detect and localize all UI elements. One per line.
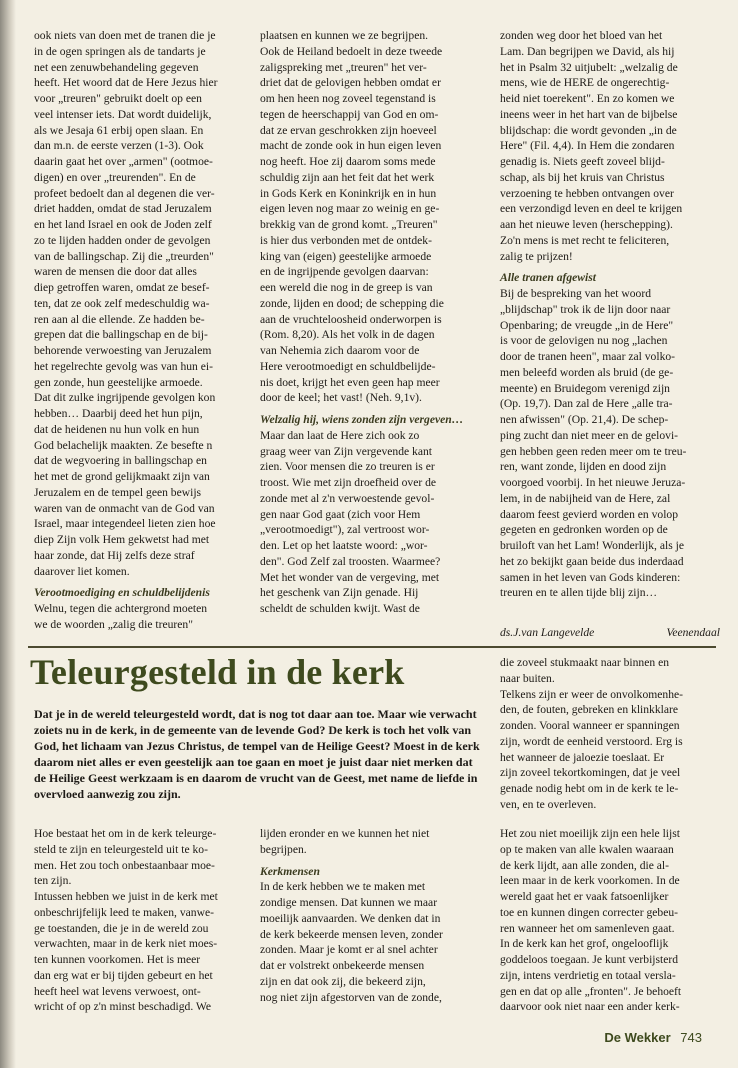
text-line: steld te zijn en teleurgesteld uit te ko- (34, 842, 208, 856)
text-line: dat er volstrekt onbekeerde mensen (260, 959, 425, 972)
text-line: dat de wegvoering in ballingschap en (34, 454, 207, 468)
text-line: wricht of op z'n minst beschadigd. We (34, 1000, 212, 1014)
text-line: treuren en te allen tijde blij zijn… (500, 586, 658, 600)
text-line: Het zou niet moeilijk zijn een hele lijst (500, 827, 680, 840)
text-line: plaatsen en kunnen we ze begrijpen. (260, 29, 429, 42)
text-line: Intussen hebben we juist in de kerk met (34, 890, 218, 903)
subheading-verootmoediging: Verootmoediging en schuldbelijdenis (34, 586, 210, 600)
text-line: macht de zonde ook in hun eigen leven (260, 139, 442, 153)
text-line: driet dat de gelovigen hebben omdat er (260, 76, 441, 90)
text-line: moeilijk aanvaarden. We denken dat in (260, 911, 441, 925)
text-line: zalig te prijzen! (500, 249, 573, 263)
author-place: Veenendaal (666, 626, 720, 639)
text-line: aan het nieuwe leven (herschepping). (500, 218, 673, 231)
text-line: begrijpen. (260, 842, 307, 856)
text-line: Dat dit zulke ingrijpende gevolgen kon (34, 391, 216, 405)
text-line: genadig is. Niets geeft zoveel blijd- (500, 155, 665, 168)
text-line: eigen leven nog maar zo weinig en ge- (260, 202, 440, 216)
text-line: voorgoed voorbij. In het nieuwe Jeruza- (500, 476, 686, 489)
text-line: gegeten en gedronken worden op de (500, 523, 668, 537)
text-line: Here" (Fil. 4,4). In Hem die zondaren (500, 139, 675, 153)
text-line: en het land Israel en ook de Joden zelf (34, 218, 212, 231)
article2-column-2-tail (260, 879, 480, 1005)
text-line: veel intenser iets. Dat wordt duidelijk, (34, 107, 212, 121)
text-line: goddeloos toegaan. Je kunt verbijsterd (500, 953, 679, 966)
text-line: zijn zoveel tekortkomingen, dat je veel (500, 766, 681, 780)
article1-column-3-tail (500, 286, 720, 601)
text-line: zonden. Vooral wanneer er spanningen (500, 719, 680, 732)
text-line: het regelrechte gevolg was van hun ei- (34, 359, 213, 373)
text-line: Welnu, tegen die achtergrond moeten (34, 602, 208, 615)
subheading-welzalig: Welzalig hij, wiens zonden zijn vergeven… (260, 413, 464, 426)
text-line: heid niet toerekent". En zo komen we (500, 92, 675, 105)
text-line: waren de mensen die door dat alles (34, 265, 197, 279)
text-line: nog niet zijn afgestorven van de zonde, (260, 990, 442, 1004)
text-line: Telkens zijn er weer de onvolkomenhe- (500, 687, 684, 701)
article2-column-2 (260, 826, 480, 1005)
text-line: is voor de gelovigen nu nog „lachen (500, 334, 668, 348)
text-line: king van (eigen) geestelijke armoede (260, 249, 432, 263)
text-line: ven, en te overleven. (500, 797, 597, 811)
text-line: net een zenuwbehandeling gegeven (34, 60, 199, 74)
text-line: het zo bekijkt gaan beide dus inderdaad (500, 554, 684, 568)
text-line: ping zucht dan niet meer en de gelovi- (500, 428, 679, 442)
article2-column-2-text (260, 826, 480, 858)
text-line: grepen dat die ballingschap en de bij- (34, 328, 208, 342)
text-line: zonden. Maar je komt er al snel achter (260, 943, 438, 957)
article2-column-1 (34, 826, 248, 1015)
text-line: profeet bedoelt dan al degenen die ver- (34, 186, 215, 200)
text-line: die zoveel stukmaakt naar binnen en (500, 656, 670, 669)
text-line: toe en kunnen dingen correcter gebeu- (500, 905, 679, 919)
text-line: samen in het leven van Gods kinderen: (500, 570, 681, 584)
text-line: Jeruzalem en de tempel geen bewijs (34, 485, 202, 499)
text-line: daarin gaat het over „armen" (ootmoe- (34, 155, 213, 168)
text-line: meente) en Bruidegom verenigd zijn (500, 381, 670, 395)
text-line: Openbaring; de vreugde „in de Here" (500, 318, 674, 332)
text-line: nen afwissen" (Op. 21,4). De schep- (500, 413, 669, 426)
text-line: behorende verwoesting van Jeruzalem (34, 344, 212, 357)
text-line: zien. Voor mensen die zo treuren is er (260, 460, 435, 474)
text-line: zo te lijden hadden onder de gevolgen (34, 233, 211, 247)
text-line: In de kerk hebben we te maken met (260, 880, 426, 894)
text-line: zonde met al z'n verwoestende gevol- (260, 491, 435, 505)
text-line: ren wanneer het om samenleven gaat. (500, 921, 675, 935)
text-line: daarover liet komen. (34, 564, 130, 578)
text-line: „verootmoedigt"), zal vertroost wor- (260, 523, 430, 537)
text-line: dat de heidenen nu hun volk en hun (34, 422, 200, 436)
text-line: Bij de bespreking van het woord (500, 287, 652, 300)
text-line: Here verootmoedigt en schuldbelijde- (260, 359, 436, 373)
text-line: (Rom. 8,20). Als het volk in de dagen (260, 328, 435, 342)
text-line: ineens weer in het hart van de bijbelse (500, 107, 678, 121)
text-line: diep getroffen waren, omdat ze besef- (34, 281, 210, 294)
text-line: diep Zijn volk Hem gekwetst had met (34, 533, 210, 546)
article1-column-1-tail (34, 601, 248, 633)
text-line: daarom feest gevierd worden en volop (500, 507, 679, 521)
binding-shadow (0, 0, 16, 1068)
subheading-alle-tranen: Alle tranen afgewist (500, 271, 596, 285)
article1-column-3 (500, 28, 720, 601)
section-divider (28, 646, 716, 648)
text-line: men beleefd worden als bruid (de ge- (500, 365, 674, 379)
text-line: daarvoor ook niet naar een ander kerk- (500, 1000, 680, 1014)
text-line: in de ogen springen als de tandarts je (34, 44, 206, 58)
text-line: door de keel; het vast! (Neh. 9,1v). (260, 391, 422, 405)
article1-column-2 (260, 28, 480, 617)
text-line: In de kerk kan het grof, ongelooflijk (500, 937, 669, 951)
text-line: ten, dat ze ook zelf medeschuldig wa- (34, 296, 210, 310)
article1-column-2-tail (260, 428, 480, 617)
text-line: scheldt de schulden kwijt. Wast de (260, 602, 420, 615)
text-line: het in Psalm 32 uitjubelt: „welzalig de (500, 60, 678, 74)
text-line: digen) en over „treurenden". En de (34, 170, 196, 184)
text-line: Israel, maar integendeel lieten zien hoe (34, 517, 216, 531)
subheading-kerkmensen: Kerkmensen (260, 864, 320, 878)
text-line: mens, wie de HERE de ongerechtig- (500, 76, 670, 90)
text-line: ren aan al die ellende. Ze hadden be- (34, 312, 205, 326)
text-line: haar zonde, dat Hij zelfs deze straf (34, 548, 195, 562)
text-line: de kerk bekeerde mensen leven, zonder (260, 927, 443, 941)
text-line: verwachten, maar in de kerk niet moes- (34, 937, 218, 951)
page-number: 743 (680, 1030, 702, 1045)
text-line: God belachelijk maakten. Ze besefte n (34, 438, 213, 452)
text-line: den. Let op het laatste woord: „wor- (260, 539, 428, 552)
text-line: gen hebben geen reden meer om te treu- (500, 444, 687, 458)
text-line: voor „treuren" gebruikt doelt op een (34, 92, 202, 105)
text-line: het geschenk van Zijn genade. Hij (260, 586, 419, 600)
text-line: den". God Zelf zal troosten. Waarmee? (260, 554, 441, 568)
article1-column-2-text (260, 28, 480, 406)
text-line: lijden eronder en we kunnen het niet (260, 827, 430, 840)
text-line: men. Het zou toch onbestaanbaar moe- (34, 858, 215, 872)
text-line: is hier dus verbonden met de ontdek- (260, 233, 432, 247)
text-line: den, de fouten, gebreken en klinkklare (500, 703, 679, 717)
article2-column-3-top (500, 655, 720, 813)
text-line: bruiloft van het Lam! Wonderlijk, als je (500, 539, 684, 552)
text-line: en de ingrijpende gevolgen daarvan: (260, 265, 429, 279)
text-line: door de tranen heen", maar zal volko- (500, 350, 676, 363)
text-line: dat ze ervan geschrokken zijn hoeveel (260, 123, 437, 137)
text-line: dan erg wat er bij tijden gebeurt en het (34, 968, 213, 982)
text-line: tegen de heerschappij van God en om- (260, 107, 439, 121)
text-line: ten kunnen voorkomen. Het is meer (34, 953, 201, 966)
text-line: zijn, intens verdrietig en totaal versla- (500, 968, 676, 982)
text-line: blijdschap: die wordt gevonden „in de (500, 123, 677, 137)
text-line: ren, want zonde, lijden en dood zijn (500, 460, 667, 474)
page-footer (604, 1030, 702, 1045)
text-line: heeft heel wat levens verwoest, ont- (34, 984, 201, 998)
text-line: een wereld die nog in de greep is van (260, 281, 433, 294)
text-line: wereld gaat het er vaak fatsoenlijker (500, 890, 669, 903)
text-line: het met de grond gelijkmaakt zijn van (34, 470, 210, 483)
text-line: Zo'n mens is met recht te feliciteren, (500, 233, 670, 247)
text-line: zijn, wordt de eenheid verstoord. Erg is (500, 734, 683, 748)
text-line: het wanneer de jaloezie toeslaat. Er (500, 750, 665, 764)
text-line: ten zijn. (34, 874, 72, 888)
text-line: Met het wonder van de vergeving, met (260, 570, 440, 584)
text-line: genade nodig hebt om in de kerk te le- (500, 782, 679, 795)
text-line: als we Jesaja 61 erbij open slaan. En (34, 123, 204, 137)
text-line: driet hadden, omdat de stad Jeruzalem (34, 202, 212, 216)
text-line: leen maar in de kerk voorkomen. In de (500, 874, 680, 888)
text-line: zondige mensen. Dat kunnen we maar (260, 896, 438, 909)
text-line: troost. Wie met zijn droefheid over de (260, 476, 437, 489)
text-line: heeft. Het woord dat de Here Jezus hier (34, 76, 218, 90)
text-line: van Nehemia zich daarom voor de (260, 344, 420, 357)
text-line: in Gods Kerk en Koninkrijk en in hun (260, 186, 437, 200)
text-line: op te maken van alle kwalen waaraan (500, 842, 674, 856)
text-line: graag weer van Zijn vergevende kant (260, 444, 433, 458)
text-line: lem, in de nabijheid van de Here, zal (500, 491, 671, 505)
text-line: Hoe bestaat het om in de kerk teleurge- (34, 827, 217, 840)
text-line: schap, als bij het kruis van Christus (500, 170, 665, 184)
text-line: „blijdschap" trok ik de lijn door naar (500, 302, 671, 316)
text-line: dan m.n. de eerste verzen (1-3). Ook (34, 139, 204, 153)
article2-column-3-bottom (500, 826, 720, 1015)
article1-column-1 (34, 28, 248, 633)
text-line: Maar dan laat de Here zich ook zo (260, 428, 420, 442)
text-line: een verzondigd leven en deel te krijgen (500, 202, 683, 216)
text-line: hebben… Daarbij deed het hun pijn, (34, 407, 203, 420)
author-name: ds.J.van Langevelde (500, 626, 595, 639)
article1-column-3-text (500, 28, 720, 264)
text-line: zaligspreking met „treuren" het ver- (260, 60, 427, 74)
text-line: we de woorden „zalig die treuren" (34, 617, 193, 631)
text-line: (Op. 19,7). Dan zal de Here „alle tra- (500, 397, 673, 411)
text-line: ge toestanden, die je in de wereld zou (34, 921, 209, 935)
article1-column-1-text (34, 28, 248, 579)
text-line: om hen heen nog zoveel tegenstand is (260, 92, 436, 105)
text-line: zonden weg door het bloed van het (500, 29, 663, 42)
text-line: zijn en dat ook zij, die bekeerd zijn, (260, 974, 426, 988)
text-line: Ook de Heiland bedoelt in deze tweede (260, 44, 443, 58)
magazine-name: De Wekker (604, 1030, 671, 1045)
text-line: verzoening te hebben ontvangen over (500, 186, 674, 200)
text-line: ook niets van doen met de tranen die je (34, 29, 216, 42)
text-line: brekkig van de grond komt. „Treuren" (260, 218, 438, 231)
text-line: gen zonde, hun geestelijke armoede. (34, 375, 203, 389)
text-line: van de ballingschap. Zij die „treurden" (34, 249, 214, 263)
text-line: zonde, lijden en dood; de schepping die (260, 296, 444, 310)
text-line: Lam. Dan begrijpen we David, als hij (500, 44, 675, 58)
text-line: schuldig zijn aan het feit dat het werk (260, 170, 435, 184)
text-line: naar buiten. (500, 671, 555, 685)
text-line: onbeschrijfelijk leed te maken, vanwe- (34, 905, 214, 919)
text-line: gen en dat op alle „fronten". Je behoeft (500, 984, 682, 998)
author-signature (500, 626, 720, 639)
text-line: de kerk lijdt, aan alle zonden, die al- (500, 858, 670, 872)
text-line: waren van de onmacht van de God van (34, 501, 215, 515)
text-line: aan de vruchteloosheid onderworpen is (260, 312, 442, 326)
article2-intro: Dat je in de wereld teleurgesteld wordt, dat is nog tot daar aan toe. Maar wie verwacht zoiets nu in de kerk, in de gemeente van de levende God? De kerk is toch het volk van God, het lichaam van Jezus Christus, de tempel van de Heilige Geest? Moest in de kerk daarom niet alles er even geestelijk aan toe gaan en moet je juist daar niet merken dat de Heilige Geest werkzaam is en daarom de vrucht van de Geest, met name de liefde in overvloed aanwezig zou zijn. (34, 707, 480, 801)
text-line: gen naar God gaat (zich voor Hem (260, 507, 421, 521)
text-line: nis doet, krijgt het even geen hap meer (260, 375, 440, 389)
article2-title: Teleurgesteld in de kerk (30, 652, 405, 692)
text-line: nog heeft. Hoe zij daarom soms mede (260, 155, 436, 168)
